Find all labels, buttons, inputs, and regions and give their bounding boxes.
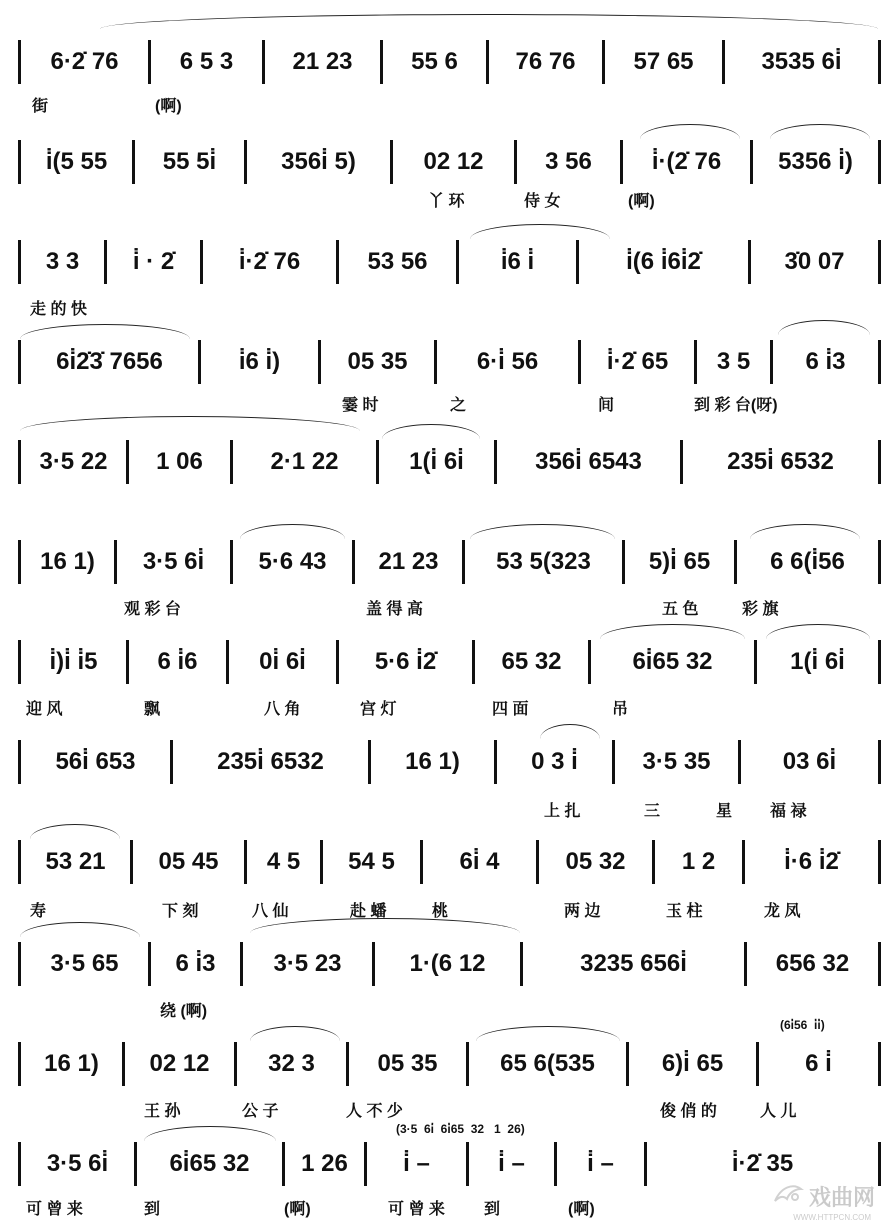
lyric-text: 可 曾 来 [26,1201,83,1218]
measure: 3·5 22 [39,448,108,475]
measure: 05 35 [377,1050,438,1077]
measure: 6 6(i̇56 [770,548,845,575]
measure: 0 3 i̇ [531,748,578,775]
lyric-text: 王 孙 [144,1103,181,1120]
lyric-text: 人 儿 [760,1103,797,1120]
measure: 235i̇ 6532 [727,448,834,475]
lyric-text: 绕 (啊) [160,1003,208,1020]
lyric-text: 寿 [30,903,47,920]
measure: 02 12 [149,1050,210,1077]
measure: 16 1) [40,548,95,575]
measure: 235i̇ 6532 [217,748,324,775]
measure: 65 32 [501,648,562,675]
measure: 3 3 [45,248,80,275]
bar-line [878,440,881,484]
measure: 6·2̇ 76 [50,48,119,75]
measure: i̇(5 55 [45,148,108,175]
measure: i̇ – [587,1150,614,1177]
bar-line [878,840,881,884]
measure: 6i̇ 4 [459,848,500,875]
measure: 6i̇65 32 [169,1150,250,1177]
slur-mark [640,124,740,139]
measure: 6 i̇6 [157,648,198,675]
bar-line [878,942,881,986]
measure: 6 i̇3 [805,348,846,375]
slur-mark [750,524,860,539]
measure: i̇·6 i̇2̇ [784,848,839,875]
lyric-text: 五 色 [662,601,699,618]
lyric-text: 上 扎 [544,803,581,820]
measure: 3̇0 07 [784,248,845,275]
measure: i̇6 i̇ [500,248,535,275]
measure: 21 23 [292,48,353,75]
lyric-text: 间 [598,397,615,414]
bar-line [878,740,881,784]
slur-mark [476,1026,620,1041]
lyric-text: 之 [450,397,467,414]
measure: 05 45 [158,848,219,875]
measure: i̇·2̇ 35 [731,1150,794,1177]
lyric-text: 三 [644,803,661,820]
lyric-text: 星 [716,803,733,820]
slur-mark [100,14,878,29]
measure: 5·6 43 [258,548,327,575]
measure: 6 5 3 [179,48,234,75]
measure: 53 56 [367,248,428,275]
lyric-text: 到 彩 台(呀) [694,397,778,414]
measure: 6i̇65 32 [632,648,713,675]
lyric-text: 可 曾 来 [388,1201,445,1218]
lyric-text: 下 刻 [162,903,199,920]
measure: 03 6i̇ [782,748,837,775]
measure: 3235 656i̇ [580,950,687,977]
measure: 3 5 [716,348,751,375]
measure: i̇)i̇ i̇5 [49,648,98,675]
bar-line [878,640,881,684]
lyric-text: (啊) [628,193,655,210]
measure: 32 3 [268,1050,315,1077]
measure: 356i̇ 5) [281,148,356,175]
lyric-text: 龙 凤 [764,903,801,920]
bar-line [878,1142,881,1186]
measure: 3 56 [545,148,592,175]
measure: 21 23 [378,548,439,575]
measure: 6 i̇ [805,1050,832,1077]
slur-mark [470,224,610,239]
slur-mark [250,1026,340,1041]
lyric-text: (啊) [568,1201,595,1218]
measure: 3·5 6i̇ [142,548,205,575]
slur-mark [766,624,870,639]
measure: 56i̇ 653 [55,748,136,775]
measure: 1 26 [301,1150,348,1177]
watermark-url: WWW.HTTPCN.COM [793,1213,871,1222]
lyric-text: 彩 旗 [742,601,779,618]
measure: 16 1) [405,748,460,775]
measure: 6·i̇ 56 [476,348,539,375]
lyric-text: 八 仙 [252,903,289,920]
lyric-text: 侍 女 [524,193,561,210]
measure: 5356 i̇) [778,148,853,175]
lyric-text: 街 [32,98,49,115]
lyric-text: 霎 时 [342,397,379,414]
measure: 55 5i̇ [162,148,217,175]
bar-line [878,240,881,284]
ornament-annotation: (3·5 6i̇ 6i̇65 32 1 26) [396,1122,525,1136]
slur-mark [20,922,140,937]
lyric-text: 桃 [432,903,449,920]
measure: 57 65 [633,48,694,75]
lyric-text: 观 彩 台 [124,601,181,618]
measure: 6)i̇ 65 [661,1050,724,1077]
measure: i̇ – [498,1150,525,1177]
measure: 5)i̇ 65 [648,548,711,575]
ornament-annotation: (6i̇56 i̇i̇) [780,1018,825,1032]
measure: 3535 6i̇ [761,48,842,75]
measure: 55 6 [411,48,458,75]
measure: i̇·(2̇ 76 [651,148,722,175]
measure: 76 76 [515,48,576,75]
watermark-logo-icon [771,1179,805,1214]
lyric-text: 人 不 少 [346,1103,403,1120]
slur-mark [30,824,120,839]
lyric-text: 俊 俏 的 [660,1103,717,1120]
slur-mark [144,1126,276,1141]
watermark-text: 戏曲网 [808,1185,875,1210]
slur-mark [540,724,600,739]
measure: 02 12 [423,148,484,175]
lyric-text: 四 面 [492,701,529,718]
measure: i̇·2̇ 76 [238,248,301,275]
measure: 65 6(535 [500,1050,595,1077]
lyric-text: 盖 得 高 [366,601,423,618]
measure: i̇ · 2̇ [132,248,175,275]
lyric-text: 走 的 快 [30,301,87,318]
slur-mark [240,524,345,539]
slur-mark [20,324,190,339]
measure: 3·5 65 [50,950,119,977]
lyric-text: (啊) [284,1201,311,1218]
lyric-text: 吊 [612,701,629,718]
measure: 53 5(323 [496,548,591,575]
measure: 05 32 [565,848,626,875]
slur-mark [470,524,615,539]
bar-line [878,140,881,184]
lyric-text: 宫 灯 [360,701,397,718]
measure: 1(i̇ 6i̇ [409,448,464,475]
slur-mark [770,124,870,139]
lyric-text: 玉 柱 [666,903,703,920]
measure: 656 32 [775,950,850,977]
measure: i̇ – [403,1150,430,1177]
lyric-text: 福 禄 [770,803,807,820]
measure: 4 5 [266,848,301,875]
measure: 5·6 i̇2̇ [374,648,437,675]
measure: 1 06 [156,448,203,475]
measure: i̇6 i̇) [238,348,281,375]
bar-line [878,1042,881,1086]
slur-mark [20,416,360,431]
measure: 6i̇2̇3̇ 7656 [56,348,163,375]
measure: 0i̇ 6i̇ [259,648,306,675]
lyric-text: 飘 [144,701,161,718]
lyric-text: 赴 蟠 [350,903,387,920]
lyric-text: (啊) [155,98,182,115]
measure: 356i̇ 6543 [535,448,642,475]
measure: 2·1 22 [270,448,339,475]
lyric-text: 八 角 [264,701,301,718]
lyric-text: 两 边 [564,903,601,920]
measure: 3·5 6i̇ [46,1150,109,1177]
measure: 05 35 [347,348,408,375]
measure: 54 5 [348,848,395,875]
slur-mark [600,624,745,639]
measure: 16 1) [44,1050,99,1077]
watermark [771,1179,875,1222]
bar-line [878,540,881,584]
lyric-text: 到 [484,1201,501,1218]
slur-mark [778,320,870,335]
bar-line [878,40,881,84]
measure: 1 2 [681,848,716,875]
lyric-text: 丫 环 [428,193,465,210]
slur-mark [382,424,480,439]
measure: i̇·2̇ 65 [606,348,669,375]
measure: 1(i̇ 6i̇ [790,648,845,675]
measure: 3·5 23 [273,950,342,977]
bar-line [878,340,881,384]
measure: 1·(6 12 [409,950,486,977]
slur-mark [250,918,520,933]
lyric-text: 迎 风 [26,701,63,718]
measure: i̇(6 i̇6i̇2̇ [626,248,701,275]
lyric-text: 到 [144,1201,161,1218]
measure: 53 21 [45,848,106,875]
measure: 3·5 35 [642,748,711,775]
measure: 6 i̇3 [175,950,216,977]
lyric-text: 公 子 [242,1103,279,1120]
